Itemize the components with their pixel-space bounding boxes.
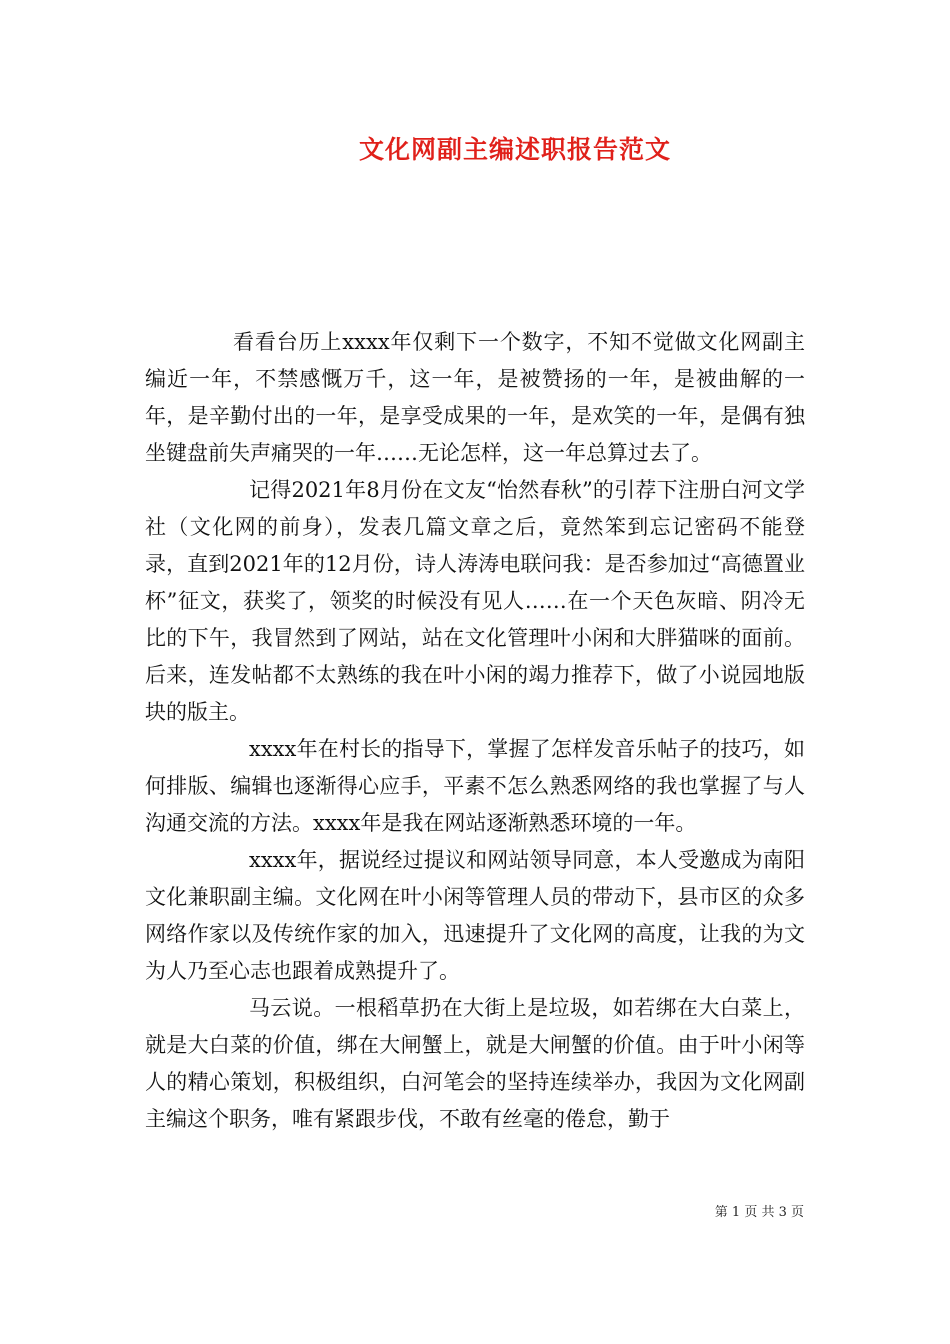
document-title: 文化网副主编述职报告范文 <box>358 135 671 164</box>
paragraph-2: 记得2021年8月份在文友“怡然春秋”的引荐下注册白河文学社（文化网的前身），发表几篇文章之后，竟然笨到忘记密码不能登录，直到2021年的12月份，诗人涛涛电联问我：是否参加过“高德置业杯”征文，获奖了，领奖的时候没有见人……在一个天色灰暗、阴冷无比的下午，我冒然到了网站，站在文化管理叶小闲和大胖猫咪的面前。后来，连发帖都不太熟练的我在叶小闲的竭力推荐下，做了小说园地版块的版主。 <box>145 478 805 724</box>
document-body <box>145 324 805 1138</box>
paragraph-1: 看看台历上xxxx年仅剩下一个数字，不知不觉做文化网副主编近一年，不禁感慨万千，这一年，是被赞扬的一年，是被曲解的一年，是辛勤付出的一年，是享受成果的一年，是欢笑的一年，是偶有独坐键盘前失声痛哭的一年……无论怎样，这一年总算过去了。 <box>145 330 805 465</box>
page-number-footer: 第 1 页 共 3 页 <box>714 1205 804 1220</box>
paragraph-4: xxxx年，据说经过提议和网站领导同意，本人受邀成为南阳文化兼职副主编。文化网在叶小闲等管理人员的带动下，县市区的众多网络作家以及传统作家的加入，迅速提升了文化网的高度，让我的为文为人乃至心志也跟着成熟提升了。 <box>145 848 805 983</box>
paragraph-5: 马云说。一根稻草扔在大街上是垃圾，如若绑在大白菜上，就是大白菜的价值，绑在大闸蟹上，就是大闸蟹的价值。由于叶小闲等人的精心策划，积极组织，白河笔会的坚持连续举办，我因为文化网副主编这个职务，唯有紧跟步伐，不敢有丝毫的倦怠，勤于 <box>145 996 805 1131</box>
paragraph-3: xxxx年在村长的指导下，掌握了怎样发音乐帖子的技巧，如何排版、编辑也逐渐得心应手，平素不怎么熟悉网络的我也掌握了与人沟通交流的方法。xxxx年是我在网站逐渐熟悉环境的一年。 <box>145 737 805 835</box>
